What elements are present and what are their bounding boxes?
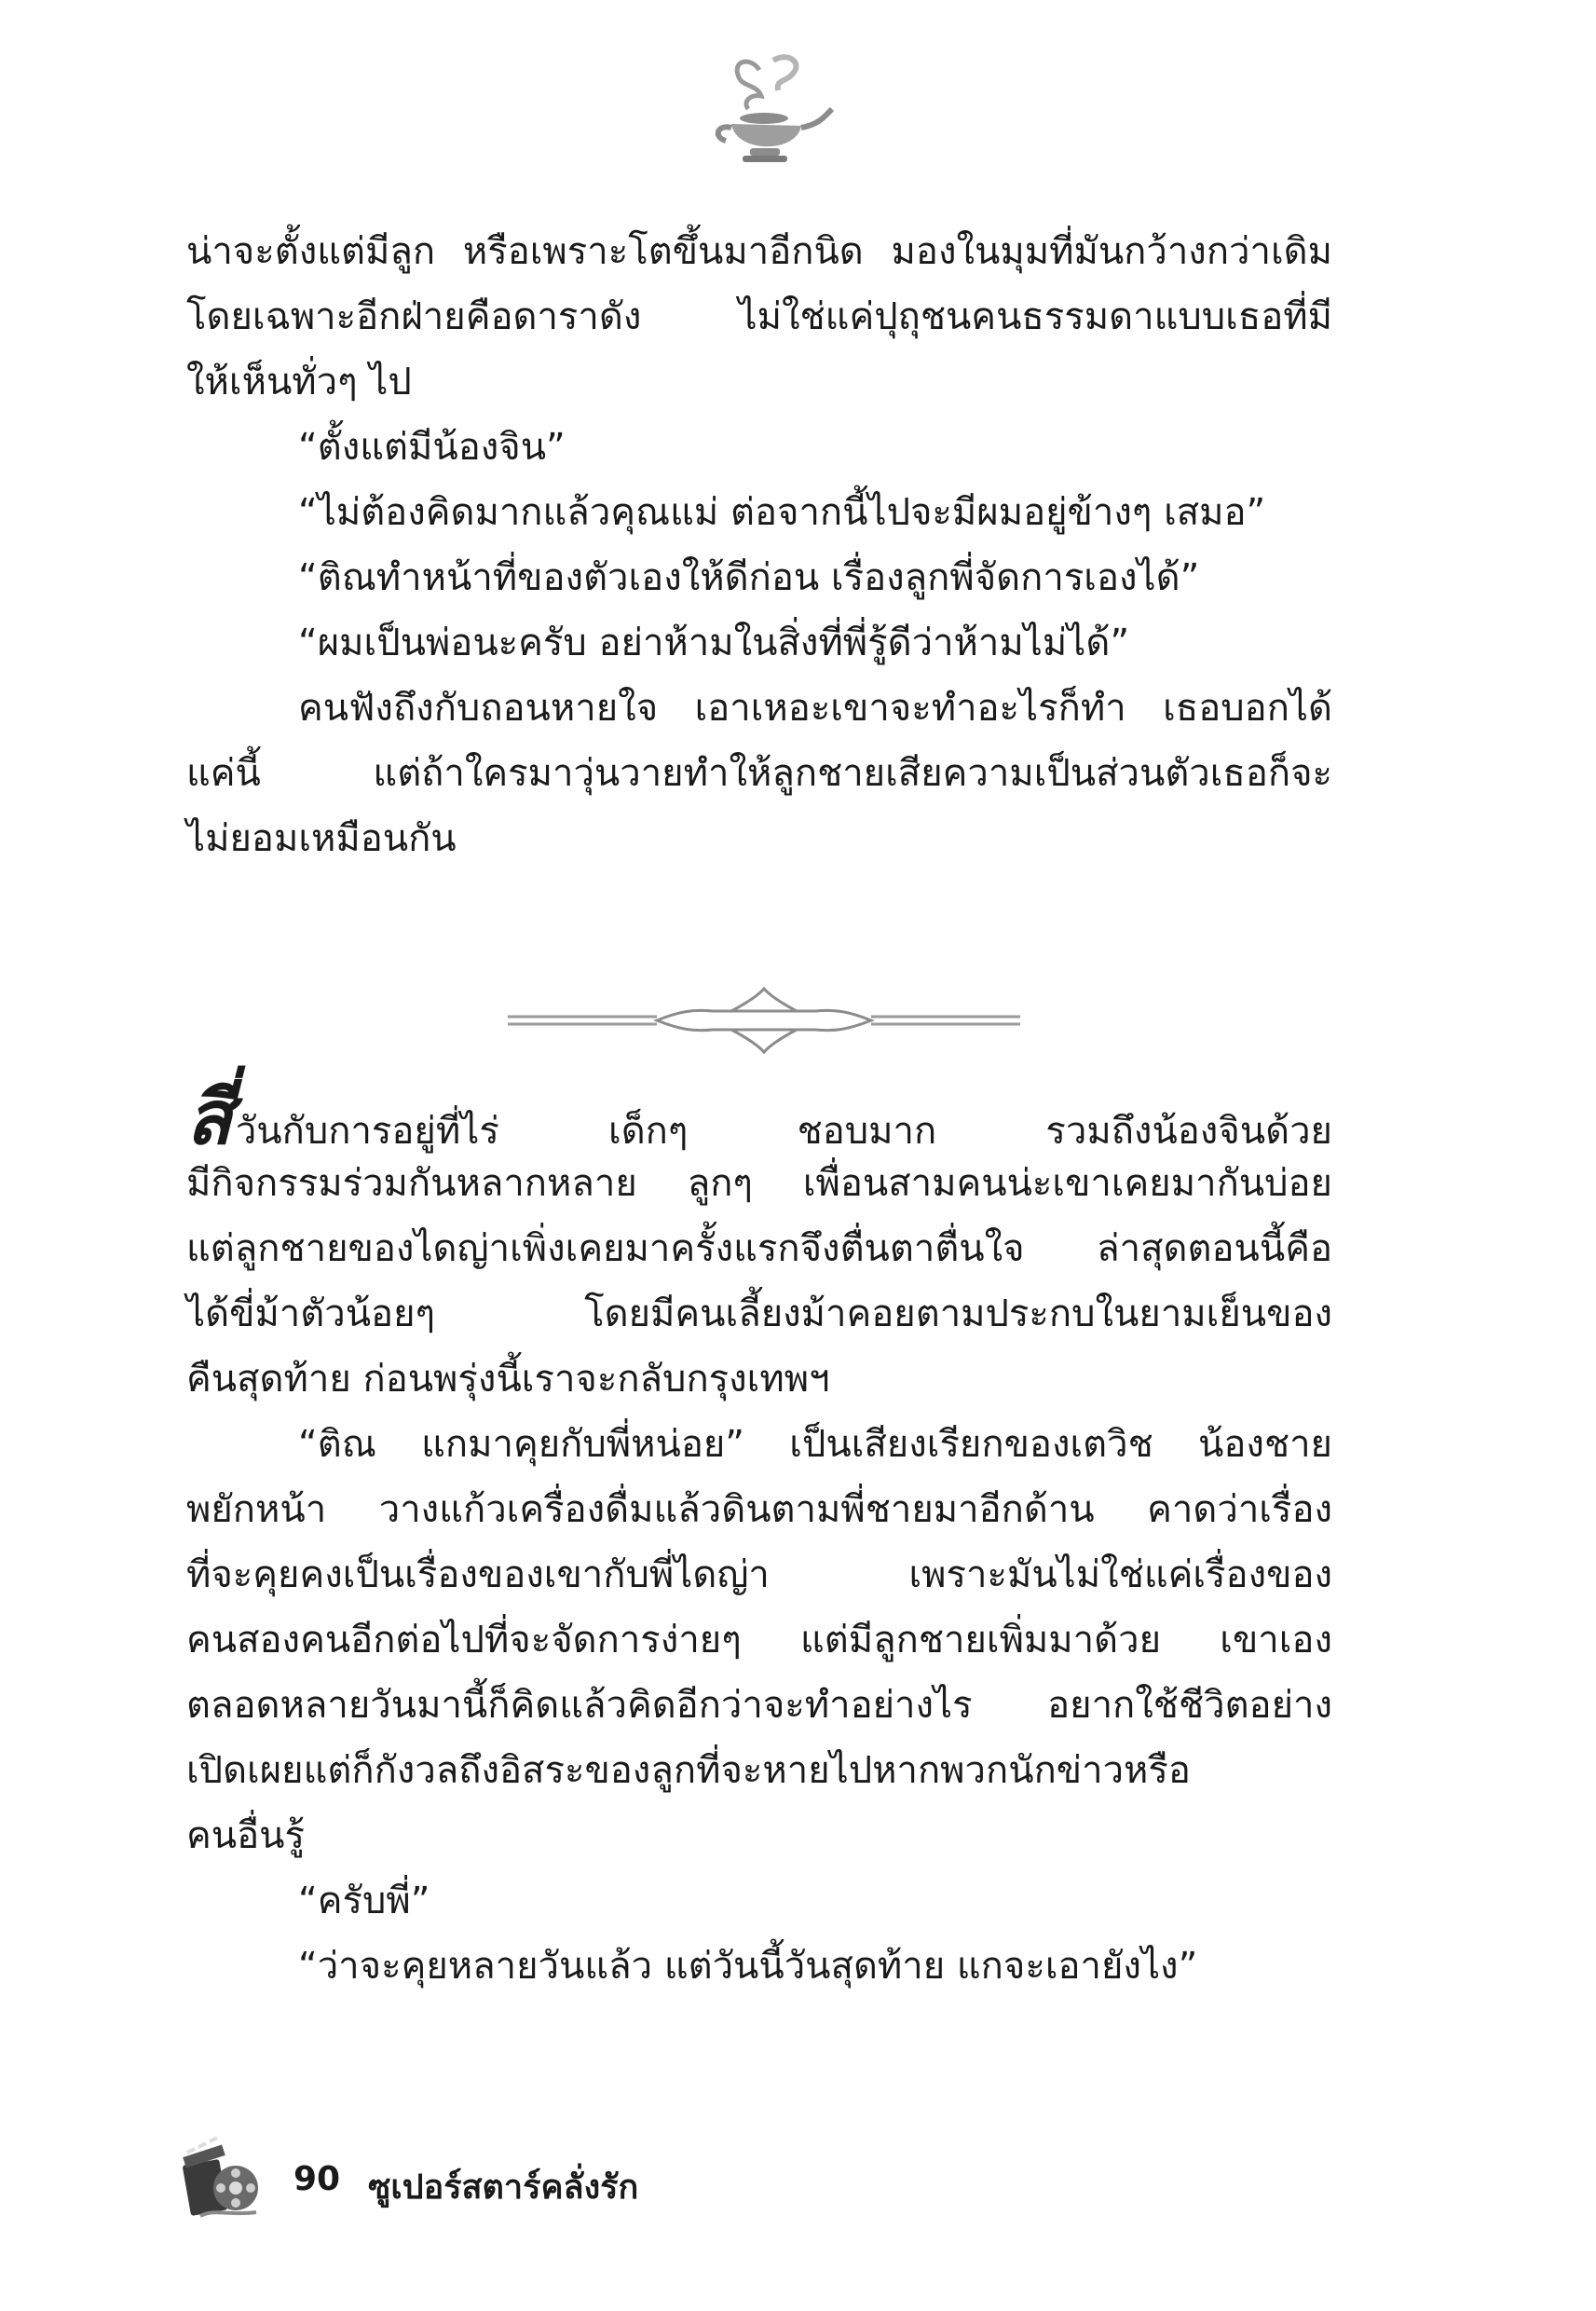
dialogue-line: “ผมเป็นพ่อนะครับ อย่าห้ามในสิ่งที่พี่รู้ดีว่าห้ามไม่ได้”: [298, 622, 1130, 664]
text-block-2: [186, 1074, 1332, 1999]
text-line: คืนสุดท้าย ก่อนพรุ่งนี้เราจะกลับกรุงเทพฯ: [186, 1358, 830, 1401]
text-line: แค่นี้ แต่ถ้าใครมาวุ่นวายทำให้ลูกชายเสียความเป็นส่วนตัวเธอก็จะ: [186, 752, 1332, 795]
film-reel-clapperboard-icon: [182, 2134, 261, 2222]
page-footer: [182, 2134, 927, 2227]
text-line: ที่จะคุยคงเป็นเรื่องของเขากับพี่ไดญ่า เพราะมันไม่ใช่แค่เรื่องของ: [186, 1553, 1332, 1596]
opening-text: วันกับการอยู่ที่ไร่ เด็กๆ ชอบมาก รวมถึงน้องจินด้วย: [235, 1110, 1332, 1153]
text-line: คนฟังถึงกับถอนหายใจ เอาเหอะเขาจะทำอะไรก็ทำ เธอบอกได้: [298, 687, 1332, 730]
page-number: 90: [293, 2160, 341, 2198]
dialogue-line: “ว่าจะคุยหลายวันแล้ว แต่วันนี้วันสุดท้าย แกจะเอายังไง”: [298, 1945, 1198, 1988]
ornamental-divider: [508, 983, 1020, 1058]
dialogue-line: “ตั้งแต่มีน้องจิน”: [298, 426, 566, 469]
text-line: ให้เห็นทั่วๆ ไป: [186, 361, 412, 403]
dialogue-line: “ครับพี่”: [298, 1880, 430, 1922]
drop-cap: สี่: [186, 1074, 232, 1161]
text-block-1: [186, 219, 1332, 871]
text-line: ตลอดหลายวันมานี้ก็คิดแล้วคิดอีกว่าจะทำอย่างไร อยากใช้ชีวิตอย่าง: [186, 1684, 1332, 1727]
text-line: คนสองคนอีกต่อไปที่จะจัดการง่ายๆ แต่มีลูกชายเพิ่มมาด้วย เขาเอง: [186, 1619, 1332, 1661]
text-line: คนอื่นรู้: [186, 1814, 305, 1857]
dialogue-line: “ไม่ต้องคิดมากแล้วคุณแม่ ต่อจากนี้ไปจะมีผมอยู่ข้างๆ เสมอ”: [298, 491, 1266, 534]
text-line: ไม่ยอมเหมือนกัน: [186, 817, 457, 860]
text-line: พยักหน้า วางแก้วเครื่องดื่มแล้วดินตามพี่ชายมาอีกด้าน คาดว่าเรื่อง: [186, 1488, 1332, 1531]
book-title: ซูเปอร์สตาร์คลั่งรัก: [368, 2168, 639, 2207]
dialogue-line: “ติณ แกมาคุยกับพี่หน่อย” เป็นเสียงเรียกของเตวิช น้องชาย: [298, 1423, 1332, 1466]
text-line: น่าจะตั้งแต่มีลูก หรือเพราะโตขึ้นมาอีกนิด มองในมุมที่มันกว้างกว่าเดิม: [186, 230, 1332, 273]
text-line: มีกิจกรรมร่วมกันหลากหลาย ลูกๆ เพื่อนสามคนน่ะเขาเคยมากันบ่อย: [186, 1162, 1332, 1205]
text-line: เปิดเผยแต่ก็กังวลถึงอิสระของลูกที่จะหายไปหากพวกนักข่าวหรือ: [186, 1749, 1191, 1792]
dialogue-line: “ติณทำหน้าที่ของตัวเองให้ดีก่อน เรื่องลูกพี่จัดการเองได้”: [298, 556, 1200, 599]
genie-lamp-icon: [694, 51, 834, 168]
chapter-opening-line: [186, 1074, 1332, 1161]
text-line: แต่ลูกชายของไดญ่าเพิ่งเคยมาครั้งแรกจึงตื่นตาตื่นใจ ล่าสุดตอนนี้คือ: [186, 1227, 1332, 1270]
text-line: โดยเฉพาะอีกฝ่ายคือดาราดัง ไม่ใช่แค่ปุถุชนคนธรรมดาแบบเธอที่มี: [186, 295, 1332, 338]
text-line: ได้ขี่ม้าตัวน้อยๆ โดยมีคนเลี้ยงม้าคอยตามประกบในยามเย็นของ: [186, 1292, 1332, 1335]
